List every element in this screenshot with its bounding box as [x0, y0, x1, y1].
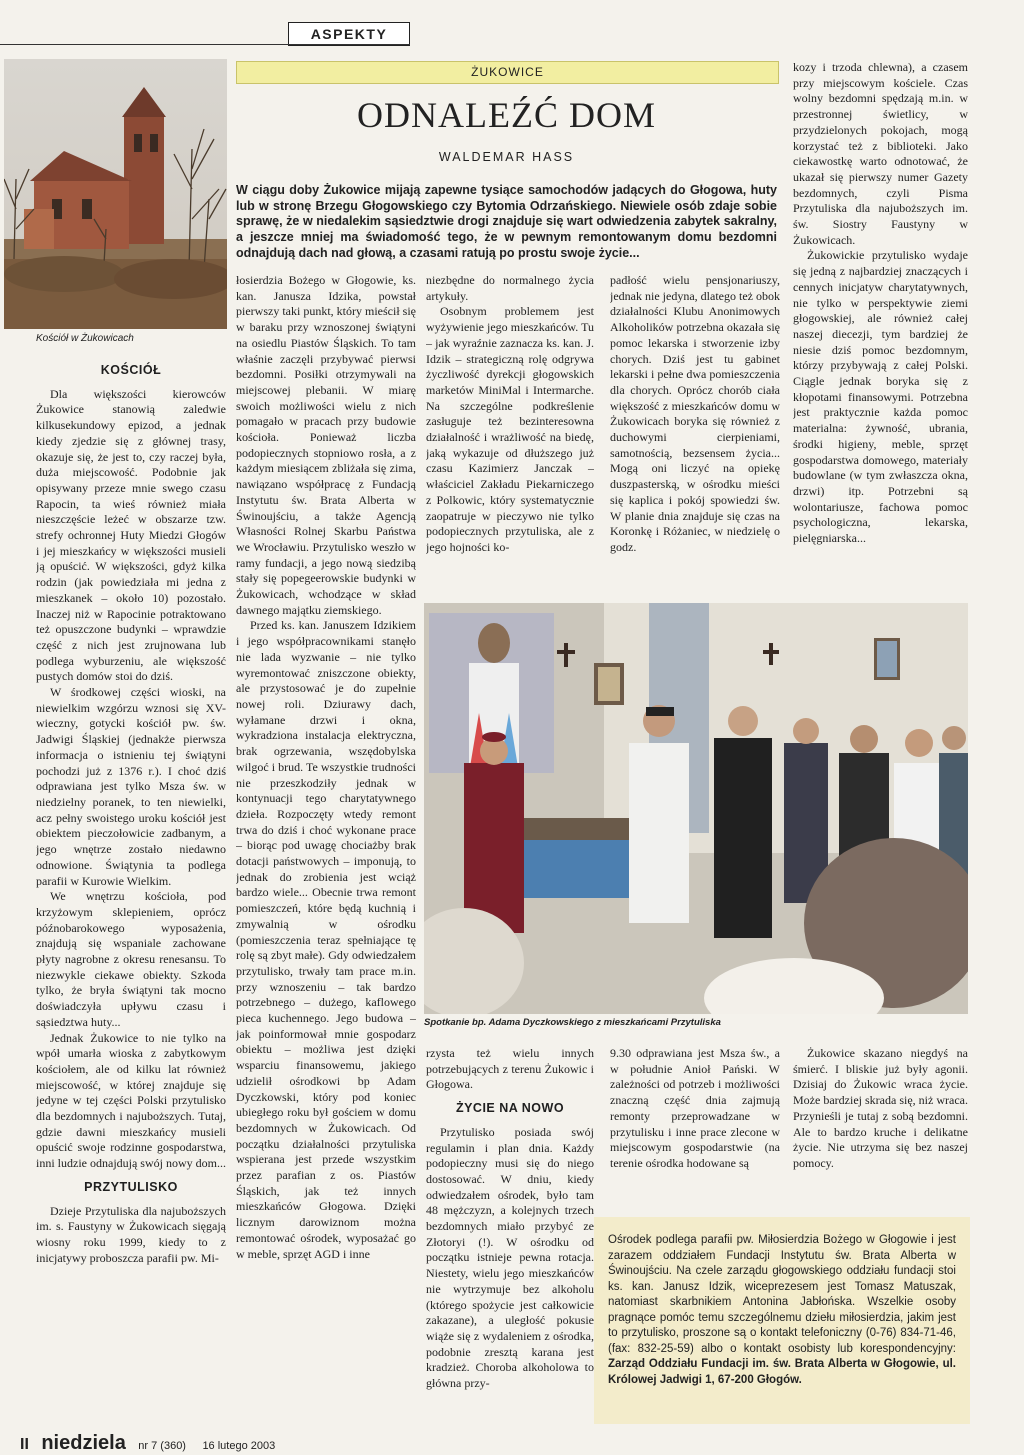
article-author: WALDEMAR HASS: [438, 150, 575, 164]
meeting-photo-caption: Spotkanie bp. Adama Dyczkowskiego z mieszkańcami Przytuliska: [424, 1017, 721, 1028]
paragraph: niezbędne do normalnego życia artykuły.: [426, 273, 594, 303]
column-2: [236, 273, 416, 1423]
paragraph: W środkowej części wioski, na niewielkim wzgórzu wznosi się XV-wieczny, gotycki kościół pw. św. Jadwigi Śląskiej (jednakże pierwsza informacja o istnieniu tej świątyni pochodzi już z 1376 r.). I choć dziś odprawiana jest tylko Msza św. w niedzielny poranek, to ten niewielki, acz pełny swoistego uroku kościół jest obiektem pieczołowicie zadbanym, a jego wnętrze zostało niedawno odnowione. Świątynia ta podlega parafii w Kurowie Wielkim.: [36, 685, 226, 888]
church-photo: [4, 59, 227, 329]
section-heading-new-life: ŻYCIE NA NOWO: [455, 1101, 565, 1116]
paragraph: rzysta też wielu innych potrzebujących z terenu Żukowic i Głogowa.: [426, 1046, 594, 1092]
article-lead: W ciągu doby Żukowice mijają zapewne tysiące samochodów jadących do Głogowa, huty lub w stronę Brzegu Głogowskiego czy Bytomia Odrzańskiego. Niewiele osób zdaje sobie sprawę, że w niedalekim sąsiedztwie drogi znajduje się wart odwiedzenia zabytek sakralny, a jeszcze mniej ma świadomość tego, że w pewnym remontowanym domu bezdomni odnajdują dach nad głową, a czasami ratują po prostu swoje życie...: [236, 183, 777, 260]
paragraph: We wnętrzu kościoła, pod krzyżowym sklepieniem, oprócz późnobarokowego wyposażenia, znajdują się wspaniale zachowane płyty nagrobne z okresu renesansu. To niezwykle ciekawe obiekty. Szkoda tylko, że bryła świątyni tak mocno doświadczyła upływu czasu i sąsiedztwa huty...: [36, 889, 226, 1029]
column-5-top: [793, 60, 968, 595]
section-heading-church: KOŚCIÓŁ: [100, 363, 162, 377]
paragraph: kozy i trzoda chlewna), a czasem przy miejscowym kościele. Czas wolny bezdomni spędzają m.in. w przestronnej świetlicy, w przydzielonych pokojach, mogą korzystać też z biblioteki. Jako ciekawostkę warto odnotować, że ukazał się pierwszy numer Gazety bezdomnych, czyli Pisma Przytuliska dla najuboższych im. św. Siostry Faustyny w Żukowicach.: [793, 60, 968, 247]
paragraph: Żukowice skazano niegdyś na śmierć. I bliskie już były agonii. Dzisiaj do Żukowic wraca życie. Może bardziej skrada się, niż wraca. Przynieśli je tutaj z sobą bezdomni. Ale to bardzo kruche i delikatne życie. Nie utrzyma się bez naszej pomocy.: [793, 1046, 968, 1170]
paragraph: Osobnym problemem jest wyżywienie jego mieszkańców. Tu – jak wyraźnie zaznacza ks. kan. J. Idzik – strategiczną rolę odgrywa życzliwość dyrekcji głogowskich marketów MiniMal i Intermarche. Na szczególne podkreślenie zasługuje też bezinteresowna działalność i wrażliwość na biedę, jaką wykazuje od dłuższego już czasu Kazimierz Janczak – właściciel Zakładu Piekarniczego z Polkowic, który systematycznie zaopatruje w pieczywo nie tylko podopiecznych przytuliska, ale z jego hojności ko-: [426, 304, 594, 554]
header-rule: [0, 44, 410, 45]
paragraph: Dla większości kierowców Żukowice stanowią zaledwie kilkusekundowy epizod, a jednak kiedy zjedzie się z głównej trasy, okazuje się, że jest to, czy raczej była, duża miejscowość. Podobnie jak opisywany przeze mnie swego czasu Rapocin, ta wieś również miała nieszczęście leżeć w obszarze tzw. strefy ochronnej Huty Miedzi Głogów i jej mieszkańcy w większości musieli ją opuścić. W większości, gdyż kilka rodzin (jak powiedziała mi jedna z mieszkanek – około 10) pozostało. Inaczej niż w Rapocinie potraktowano też opuszczone budynki – wprawdzie część z nich jest zrujnowana lub podlega wyburzeniu, ale większość pustych domów stoi do dziś.: [36, 386, 226, 684]
column-3-bottom: [426, 1046, 594, 1426]
column-4-top: [610, 273, 780, 599]
column-4-bottom: [610, 1046, 780, 1206]
section-tag: ASPEKTY: [288, 22, 410, 46]
info-box-body: Ośrodek podlega parafii pw. Miłosierdzia Bożego w Głogowie i jest zarazem oddziałem Fundacji Instytutu św. Brata Alberta w Świnoujściu. Na czele zarządu głogowskiego oddziału fundacji stoi ks. kan. Janusz Idzik, wiceprezesem jest Tomasz Matuszak, natomiast skarbnikiem Antonina Jabłońska. Wszelkie osoby pragnące pomóc temu szczególnemu dziełu miłosierdzia, jakim jest to przytulisko, proszone są o kontakt telefoniczny (0-76) 834-71-46, (fax: 832-25-59) albo o kontakt osobisty lub korespondencyjny:: [608, 1234, 956, 1355]
info-box-text: [608, 1233, 956, 1388]
magazine-name: niedziela: [41, 1432, 126, 1454]
paragraph: 9.30 odprawiana jest Msza św., a w południe Anioł Pański. W zależności od potrzeb i możliwości znaczną część dnia zajmują remonty przeprowadzane w przytulisku i inne prace zlecone w miejscowym gospodarstwie (na terenie ośrodka hodowane są: [610, 1046, 780, 1170]
paragraph: Jednak Żukowice to nie tylko na wpół umarła wioska z zabytkowym kościołem, ale od kilku lat również miejscowość, w której znajduje się jedyne w tej części Polski przytulisko dla bezdomnych i najuboższych. Tutaj, gdzie dawni mieszkańcy musieli opuścić swoje rodzinne gospodarstwa, inni ludzie odnajdują swój nowy dom...: [36, 1030, 226, 1171]
paragraph: Żukowickie przytulisko wydaje się jedną z najbardziej znaczących i cennych inicjatyw charytatywnych, nie tylko w perspektywie ziemi głogowskiej, ale również całej naszej diecezji, tym bardziej że niesie dziś pomoc bezdomnym, którzy przybywają z całej Polski. Ciągle jednak boryka się z kłopotami finansowymi. Potrzebna jest praktycznie każda pomoc materialna: żywność, ubrania, środki higieny, meble, sprzęt gospodarstwa domowego, materiały budowlane (w tym zwłaszcza okna, drzwi) itp. Potrzebni są wolontariusze, fachowa pomoc psychologiczna, lekarska, pielęgniarska...: [793, 248, 968, 546]
info-box: [594, 1217, 970, 1424]
issue-number: nr 7 (360): [138, 1440, 186, 1452]
meeting-photo: [424, 603, 968, 1014]
location-label: ŻUKOWICE: [236, 61, 779, 84]
paragraph: łosierdzia Bożego w Głogowie, ks. kan. Janusza Idzika, powstał pierwszy taki punkt, który mieścił się w baraku przy wznoszonej świątyni na osiedlu Piastów Śląskich. To tam właśnie zaczęli przybywać pierwsi bezdomni. Posiłki otrzymywali na miejscowej plebanii. W miarę swoich możliwości wielu z nich pomagało w pracach przy budowie kościoła. Ponieważ liczba podopiecznych stopniowo rosła, a z każdym miesiącem zbliżała się zima, nawiązano współpracę z Fundacją Instytutu św. Brata Alberta w Świnoujściu, a także Agencją Własności Rolnej Skarbu Państwa we Wrocławiu. Przytulisko weszło w ramy fundacji, a jego nową siedzibą stały się popegeerowskie budynki w Żukowicach, wchodzące w skład dawnego majątku ziemskiego.: [236, 273, 416, 617]
church-photo-caption: Kościół w Żukowicach: [36, 333, 134, 344]
paragraph: Dzieje Przytuliska dla najuboższych im. s. Faustyny w Żukowicach sięgają wiosny roku 1999, kiedy to z inicjatywy proboszcza parafii pw. Mi-: [36, 1203, 226, 1265]
column-3-top: [426, 273, 594, 599]
info-box-address: Zarząd Oddziału Fundacji im. św. Brata Alberta w Głogowie, ul. Królowej Jadwigi 1, 67-200 Głogów.: [608, 1358, 956, 1386]
column-1: [36, 355, 226, 1435]
paragraph: Przytulisko posiada swój regulamin i plan dnia. Każdy podopieczny musi się do niego dostosować. W dniu, kiedy odwiedzałem ośrodek, było tam 48 mężczyzn, a kolejnych trzech bezdomnych miało przybyć ze Złotoryi (!). W ośrodku od początku istnieje pewna rotacja. Niestety, wielu jego mieszkańców nie wytrzymuje bez alkoholu (którego spożycie jest całkowicie zakazane), a uległość pokusie wiąże się z wydaleniem z ośrodka, podobnie zresztą karana jest kradzież. Choroba alkoholowa to główna przy-: [426, 1124, 594, 1391]
section-heading-shelter: PRZYTULISKO: [84, 1179, 178, 1194]
column-5-bottom: [793, 1046, 968, 1206]
paragraph: padłość wielu pensjonariuszy, jednak nie jedyna, dlatego też obok działalności Klubu Anonimowych Alkoholików potrzebna okazała się pomoc lekarska i stworzenie izby chorych. Dziś jest tu gabinet lekarski i pełne dwa pomieszczenia dla chorych. Oprócz chorób ciała większość z mieszkańców domu w Żukowicach boryka się również z duchowymi cierpieniami, samotnością, bezsensem życia... Mogą oni liczyć na opiekę duszpasterską, w ośrodku mieści się kaplica i pokój spowiedzi św. W planie dnia znajduje się czas na Koronkę i Różaniec, w niedzielę o godz.: [610, 273, 780, 554]
page-number: II: [20, 1436, 29, 1453]
article-title: ODNALEŹĆ DOM: [357, 95, 656, 135]
paragraph: Przed ks. kan. Januszem Idzikiem i jego współpracownikami stanęło nie lada wyzwanie – nie tylko wyremontować zniszczone obiekty, ale przystosować je do zupełnie nowej roli. Dziurawy dach, wyłamane drzwi i okna, wykradziona instalacja elektryczna, brak ogrzewania, wszędobylska wilgoć i brud. Te wszystkie trudności nie przeszkodziły jednak w kontynuacji tego charytatywnego dzieła. Rozpoczęty wtedy remont trwa do dziś i choć wykonane prace – biorąc pod uwagę chociażby brak dotacji państwowych – imponują, to jednak do zrobienia jest wciąż bardzo wiele... Obecnie trwa remont pomieszczeń, które będą kuchnią i zmywalnią w ośrodku (pomieszczenia teraz spełniające tę rolę są zbyt małe). Gdy odwiedzałem przytulisko, trwały tam prace m.in. przy wznoszeniu – tak bardzo potrzebnego – dużego, kaflowego pieca kuchennego. Jego budowa – jak poinformował mnie gospodarz obiektu – możliwa jest dzięki wsparciu finansowemu, jakiego udzielił ośrodkowi bp Adam Dyczkowski, który pod koniec ubiegłego roku był gościem w domu bezdomnych w Żukowicach. Od początku działalności przytuliska wspierana jest przede wszystkim przez parafian z os. Piastów Śląskich, jak też innych mieszkańców Głogowa. Dzięki licznym darowiznom można remontować ośrodek, wyposażać go w meble, sprzęt AGD i inne: [236, 618, 416, 1261]
issue-date: 16 lutego 2003: [202, 1440, 276, 1452]
page-footer: [20, 1432, 275, 1455]
